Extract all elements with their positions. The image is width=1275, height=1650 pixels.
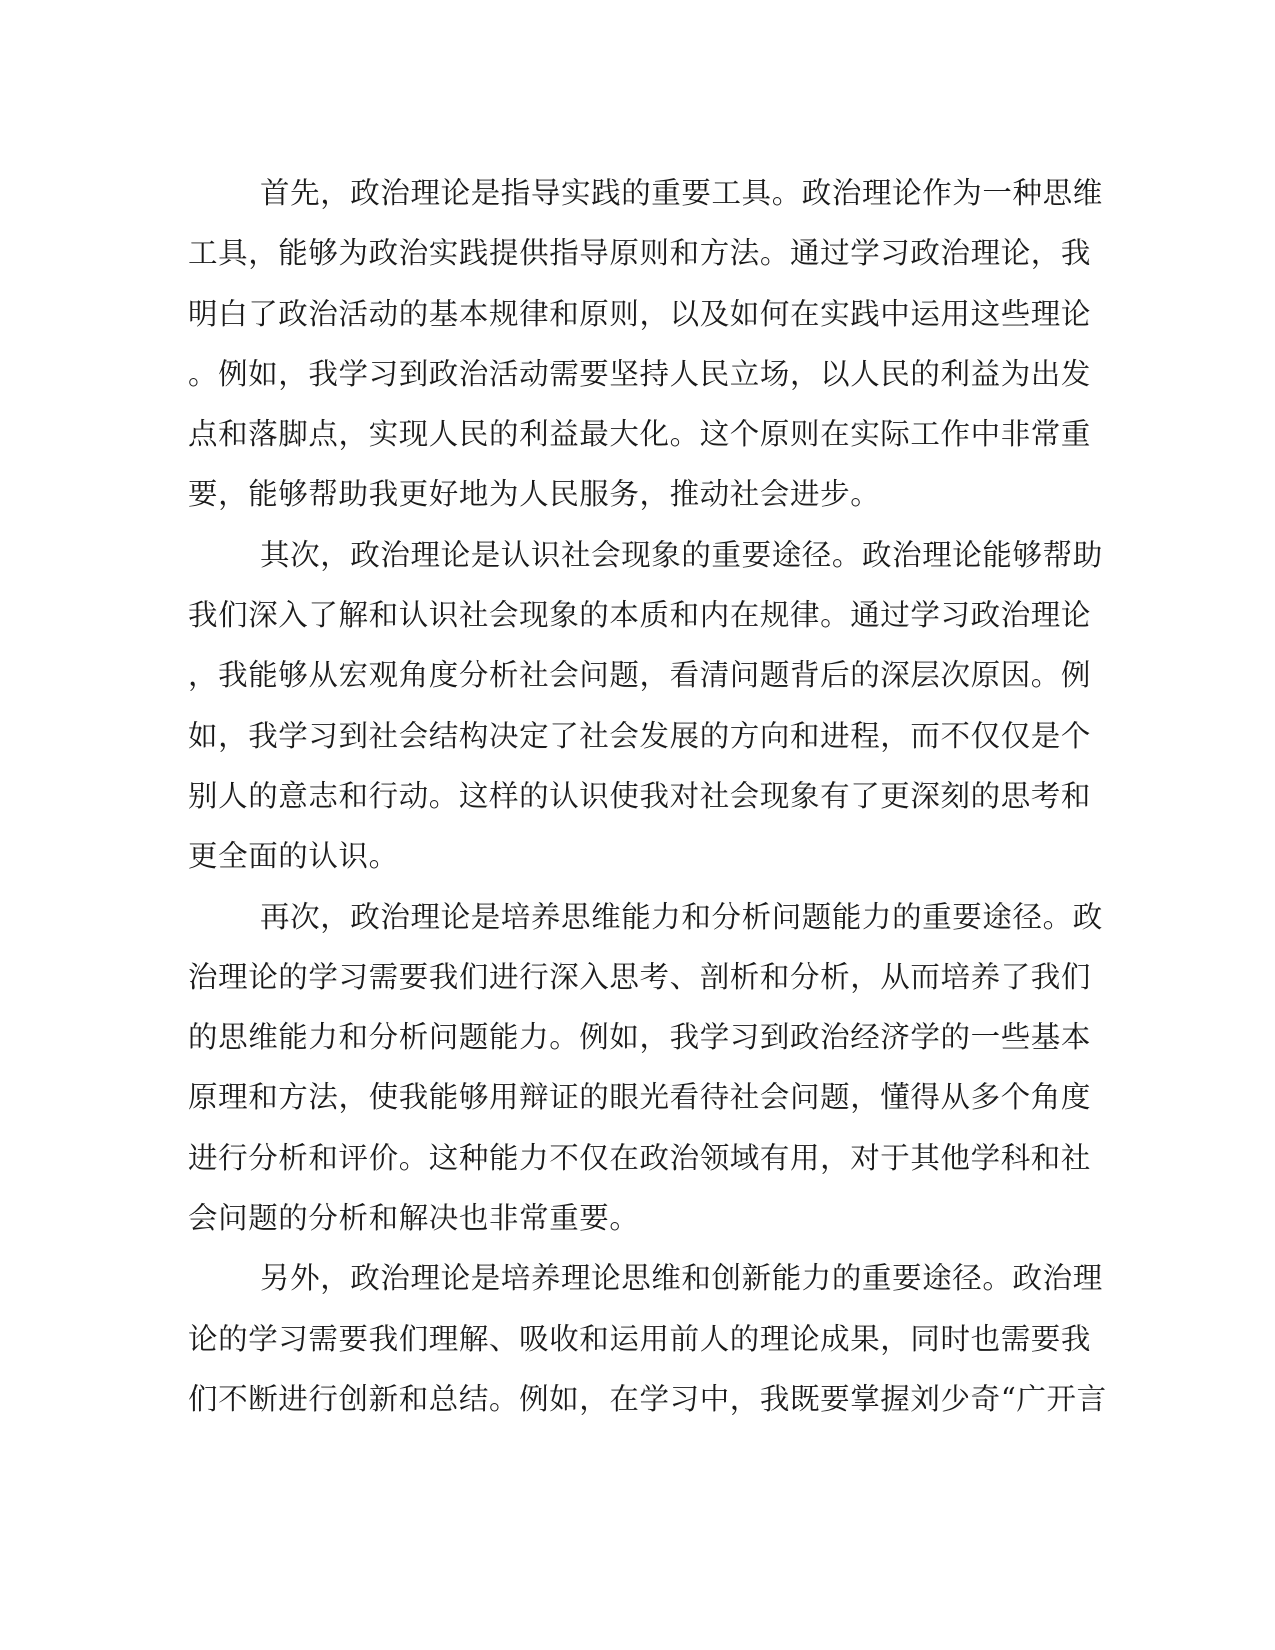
text-line: ，我能够从宏观角度分析社会问题，看清问题背后的深层次原因。例 <box>188 658 1092 693</box>
text-line: 另外，政治理论是培养理论思维和创新能力的重要途径。政治理 <box>260 1261 1103 1296</box>
text-line: 明白了政治活动的基本规律和原则，以及如何在实践中运用这些理论 <box>188 296 1092 331</box>
text-line: 再次，政治理论是培养思维能力和分析问题能力的重要途径。政 <box>260 899 1103 934</box>
paragraph-2 <box>188 525 1103 887</box>
text-line: 点和落脚点，实现人民的利益最大化。这个原则在实际工作中非常重 <box>188 417 1092 452</box>
text-line: 别人的意志和行动。这样的认识使我对社会现象有了更深刻的思考和 <box>188 778 1092 813</box>
text-line: 会问题的分析和解决也非常重要。 <box>188 1201 640 1236</box>
text-line: 原理和方法，使我能够用辩证的眼光看待社会问题，懂得从多个角度 <box>188 1080 1092 1115</box>
text-line: 工具，能够为政治实践提供指导原则和方法。通过学习政治理论，我 <box>188 236 1092 271</box>
paragraph-1 <box>188 163 1103 525</box>
paragraph-3 <box>188 887 1103 1249</box>
text-line: 首先，政治理论是指导实践的重要工具。政治理论作为一种思维 <box>260 176 1103 210</box>
text-line: 。例如，我学习到政治活动需要坚持人民立场，以人民的利益为出发 <box>188 356 1092 391</box>
text-line: 进行分析和评价。这种能力不仅在政治领域有用，对于其他学科和社 <box>188 1140 1092 1175</box>
text-line: 们不断进行创新和总结。例如，在学习中，我既要掌握刘少奇“广开言 <box>188 1381 1107 1416</box>
text-line: 如，我学习到社会结构决定了社会发展的方向和进程，而不仅仅是个 <box>188 718 1092 753</box>
document-body <box>188 163 1107 1429</box>
text-line: 更全面的认识。 <box>188 839 399 874</box>
text-line: 的思维能力和分析问题能力。例如，我学习到政治经济学的一些基本 <box>188 1020 1092 1055</box>
paragraph-4 <box>188 1248 1107 1429</box>
text-line: 要，能够帮助我更好地为人民服务，推动社会进步。 <box>188 477 881 512</box>
text-line: 其次，政治理论是认识社会现象的重要途径。政治理论能够帮助 <box>260 537 1103 572</box>
text-line: 我们深入了解和认识社会现象的本质和内在规律。通过学习政治理论 <box>188 598 1092 633</box>
text-line: 治理论的学习需要我们进行深入思考、剖析和分析，从而培养了我们 <box>188 959 1092 994</box>
text-line: 论的学习需要我们理解、吸收和运用前人的理论成果，同时也需要我 <box>188 1321 1092 1356</box>
